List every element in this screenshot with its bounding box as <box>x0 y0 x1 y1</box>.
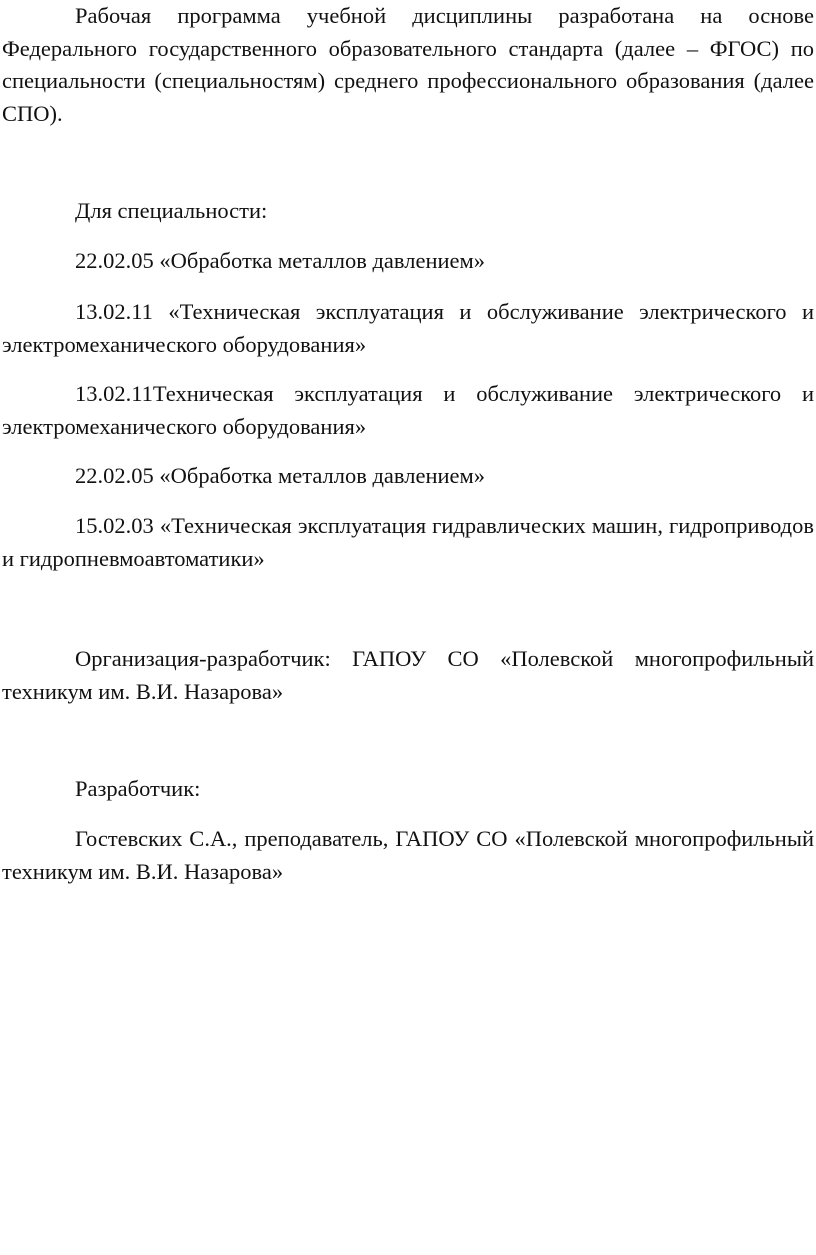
specialty-item: 15.02.03 «Техническая эксплуатация гидравлических машин, гидроприводов и гидропневмоавтоматики» <box>2 513 814 571</box>
specialty-item: 13.02.11 «Техническая эксплуатация и обслуживание электрического и электромеханического оборудования» <box>2 299 814 357</box>
developer-label: Разработчик: <box>75 776 201 801</box>
organization-paragraph: Организация-разработчик: ГАПОУ СО «Полевской многопрофильный техникум им. В.И. Назарова» <box>2 646 814 704</box>
developer-paragraph: Гостевских С.А., преподаватель, ГАПОУ СО «Полевской многопрофильный техникум им. В.И. Назарова» <box>2 826 814 884</box>
specialties-label: Для специальности: <box>75 198 268 223</box>
specialty-item: 22.02.05 «Обработка металлов давлением» <box>75 463 485 488</box>
specialty-item: 22.02.05 «Обработка металлов давлением» <box>75 248 485 273</box>
specialty-item: 13.02.11Техническая эксплуатация и обслуживание электрического и электромеханического оборудования» <box>2 381 814 439</box>
intro-paragraph: Рабочая программа учебной дисциплины разработана на основе Федерального государственного образовательного стандарта (далее – ФГОС) по специальности (специальностям) среднего профессионального образования (далее СПО). <box>2 3 814 126</box>
